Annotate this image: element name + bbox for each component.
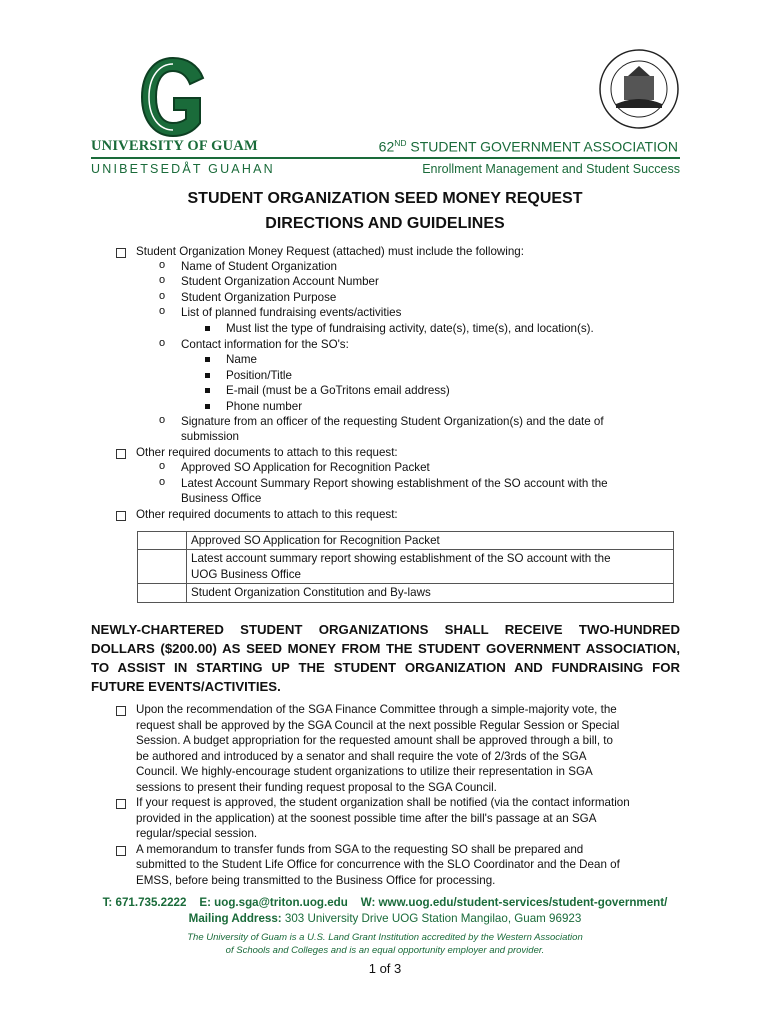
footer-accreditation-note: of Schools and Colleges and is an equal opportunity employer and provider. [225, 945, 545, 956]
requirement-item: Other required documents to attach to this request: [136, 446, 398, 459]
uog-g-logo [140, 56, 206, 138]
sga-ordinal: 62 [378, 138, 395, 155]
required-documents-table [137, 531, 674, 603]
footer-website[interactable]: W: www.uog.edu/student-services/student-government/ [360, 896, 668, 909]
circle-bullet-icon: o [159, 274, 166, 286]
table-cell-line: Latest account summary report showing establishment of the SO account with the [191, 552, 611, 566]
circle-bullet-icon: o [159, 414, 166, 426]
table-row [138, 584, 674, 602]
requirement-subsubitem: E-mail (must be a GoTritons email address) [226, 384, 450, 397]
square-bullet-icon [205, 326, 210, 331]
checkbox-icon [116, 449, 126, 459]
checkbox-icon [116, 511, 126, 521]
sga-ordinal-suffix: ND [394, 138, 407, 148]
requirement-item: Student Organization Money Request (attached) must include the following: [136, 245, 524, 258]
table-row [138, 550, 674, 584]
table-cell-blank [138, 584, 187, 602]
requirement-subitem: List of planned fundraising events/activities [181, 306, 402, 319]
process-line: submitted to the Student Life Office for concurrence with the SLO Coordinator and the Dean of [136, 858, 620, 871]
requirement-subitem: Contact information for the SO's: [181, 338, 349, 351]
footer-contact [0, 896, 770, 909]
footer-accreditation-note: The University of Guam is a U.S. Land Grant Institution accredited by the Western Association [187, 932, 583, 943]
sga-name [379, 138, 678, 155]
requirement-subitem: Student Organization Account Number [181, 275, 379, 288]
square-bullet-icon [205, 373, 210, 378]
requirement-subsubitem: Position/Title [226, 369, 292, 382]
process-line: be authored and introduced by a senator and shall require the vote of 2/3rds of the SGA [136, 750, 587, 763]
checkbox-icon [116, 248, 126, 258]
table-cell [187, 550, 674, 584]
checkbox-icon [116, 846, 126, 856]
university-seal [598, 48, 680, 130]
requirement-subsubitem: Name [226, 353, 257, 366]
footer-address-text: 303 University Drive UOG Station Mangilao, Guam 96923 [281, 912, 582, 925]
checkbox-icon [116, 799, 126, 809]
newly-chartered-statement: NEWLY-CHARTERED STUDENT ORGANIZATIONS SHALL RECEIVE TWO-HUNDRED DOLLARS ($200.00) AS SEED MONEY FROM THE STUDENT GOVERNMENT ASSOCIATION, TO ASSIST IN STARTING UP THE STUDENT ORGANIZATION AND FUNDRAISING FOR FUTURE EVENTS/ACTIVITIES. [91, 622, 680, 694]
table-row [138, 532, 674, 550]
document-title-line2: DIRECTIONS AND GUIDELINES [265, 215, 505, 232]
sga-name-text: STUDENT GOVERNMENT ASSOCIATION [406, 138, 678, 155]
circle-bullet-icon: o [159, 290, 166, 302]
requirement-item: Other required documents to attach to this request: [136, 508, 398, 521]
footer-address [0, 912, 770, 925]
process-line: A memorandum to transfer funds from SGA to the requesting SO shall be prepared and [136, 843, 584, 856]
requirement-subitem-continued: Business Office [181, 492, 262, 505]
requirement-subsubitem: Phone number [226, 400, 303, 413]
circle-bullet-icon: o [159, 337, 166, 349]
table-cell: Approved SO Application for Recognition Packet [187, 532, 674, 550]
university-name: UNIVERSITY OF GUAM [91, 138, 258, 154]
square-bullet-icon [205, 357, 210, 362]
process-line: EMSS, before being transmitted to the Business Office for processing. [136, 874, 496, 887]
process-line: Upon the recommendation of the SGA Finance Committee through a simple-majority vote, the [136, 703, 617, 716]
sga-subtitle: Enrollment Management and Student Success [422, 162, 680, 176]
square-bullet-icon [205, 388, 210, 393]
process-line: request shall be approved by the SGA Council at the next possible Regular Session or Special [136, 719, 620, 732]
document-title-line1: STUDENT ORGANIZATION SEED MONEY REQUEST [187, 190, 583, 207]
page-number: 1 of 3 [368, 961, 402, 976]
process-line: provided in the application) at the soonest possible time after the bill's passage at an SGA [136, 812, 597, 825]
table-cell-blank [138, 532, 187, 550]
table-cell-blank [138, 550, 187, 584]
circle-bullet-icon: o [159, 259, 166, 271]
process-line: Session. A budget appropriation for the requested amount shall be approved through a bill, to [136, 734, 613, 747]
checkbox-icon [116, 706, 126, 716]
header-divider [91, 157, 680, 159]
requirement-subitem: Latest Account Summary Report showing establishment of the SO account with the [181, 477, 608, 490]
circle-bullet-icon: o [159, 476, 166, 488]
requirement-subitem: Name of Student Organization [181, 260, 337, 273]
requirement-subitem-continued: submission [181, 430, 239, 443]
circle-bullet-icon: o [159, 460, 166, 472]
university-subtitle: UNIBETSEDÅT GUAHAN [91, 162, 275, 176]
square-bullet-icon [205, 404, 210, 409]
process-line: sessions to present their funding request proposal to the SGA Council. [136, 781, 497, 794]
requirement-subitem: Signature from an officer of the requesting Student Organization(s) and the date of [181, 415, 604, 428]
footer-email[interactable]: E: uog.sga@triton.uog.edu [199, 896, 348, 909]
process-line: If your request is approved, the student organization shall be notified (via the contact information [136, 796, 630, 809]
table-cell: Student Organization Constitution and By-laws [187, 584, 674, 602]
requirement-subsubitem: Must list the type of fundraising activity, date(s), time(s), and location(s). [226, 322, 594, 335]
process-line: regular/special session. [136, 827, 258, 840]
table-cell-line: UOG Business Office [191, 567, 301, 581]
requirement-subitem: Student Organization Purpose [181, 291, 337, 304]
footer-phone: T: 671.735.2222 [102, 896, 187, 909]
circle-bullet-icon: o [159, 305, 166, 317]
process-line: Council. We highly-encourage student organizations to utilize their representation in SGA [136, 765, 593, 778]
footer-address-label: Mailing Address: [188, 912, 282, 925]
requirement-subitem: Approved SO Application for Recognition Packet [181, 461, 430, 474]
